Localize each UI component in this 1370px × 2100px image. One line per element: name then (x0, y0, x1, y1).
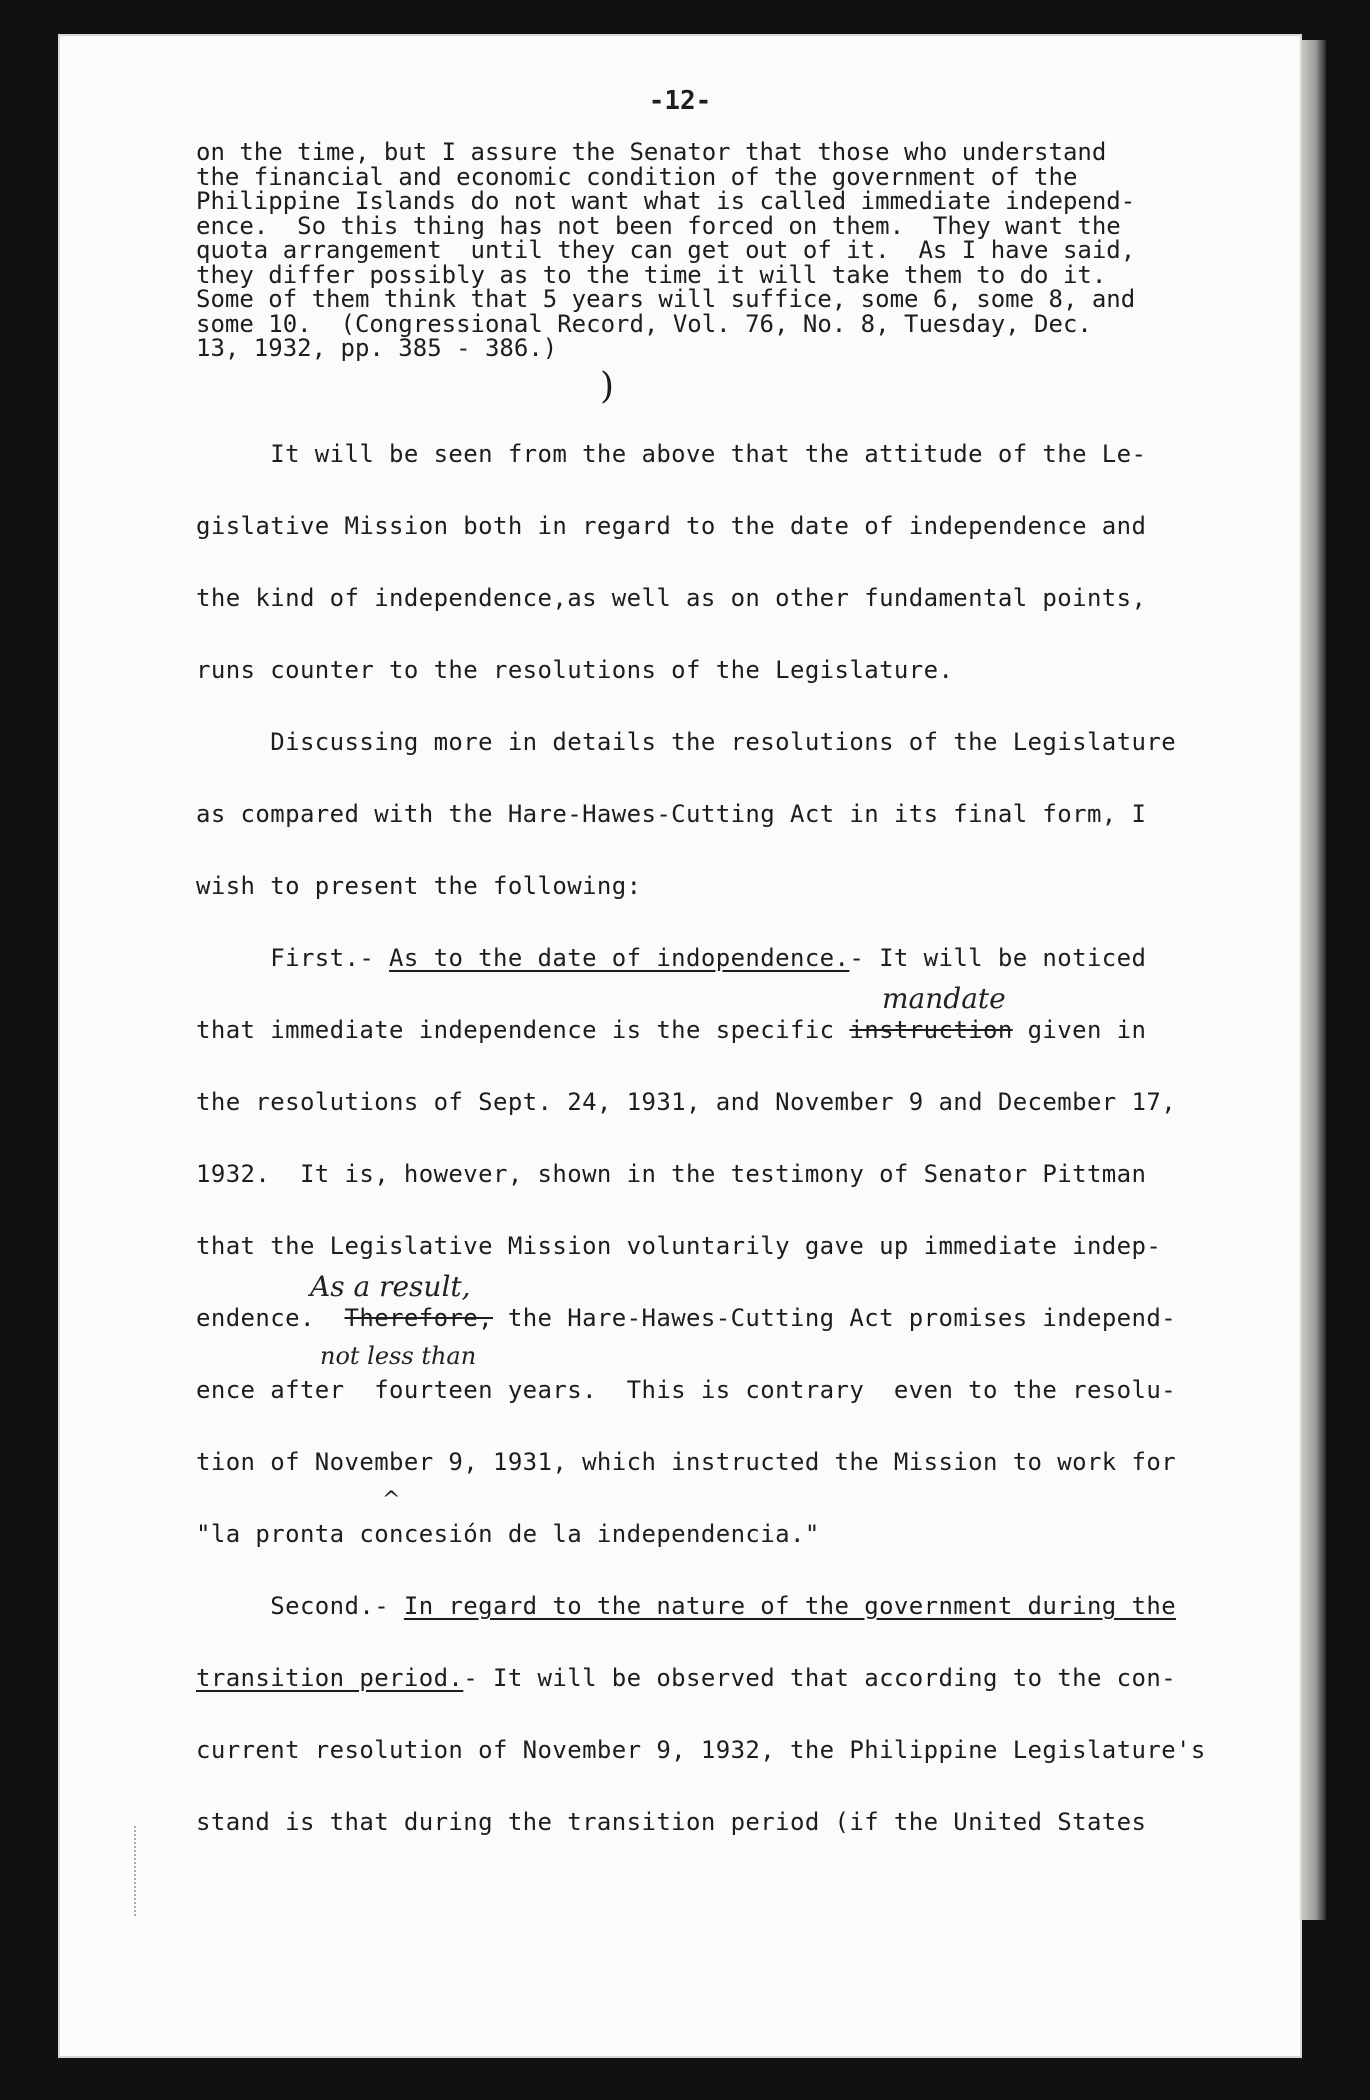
second-line: stand is that during the transition period (if the United States (196, 1808, 1147, 1836)
document-page (60, 36, 1300, 2056)
quote-line: the financial and economic condition of the government of the (196, 162, 1078, 191)
first-label: First.- (196, 944, 390, 972)
first-line: 1932. It is, however, shown in the testimony of Senator Pittman (196, 1160, 1147, 1188)
second-heading: In regard to the nature of the government during the (403, 1592, 1177, 1620)
second-heading-cont: transition period. (196, 1664, 464, 1692)
handwritten-bracket: ) (600, 366, 615, 407)
margin-dots (134, 1826, 138, 1916)
first-line: that the Legislative Mission voluntarily gave up immediate indep- (196, 1232, 1162, 1260)
page-number: -12- (648, 86, 712, 116)
first-heading: As to the date of indopendence. (389, 944, 850, 972)
first-tail: - It will be noticed (849, 944, 1147, 972)
page-edge (1300, 40, 1326, 1920)
quote-line: Some of them think that 5 years will suffice, some 6, some 8, and (196, 285, 1136, 313)
struck-word: instruction (849, 1016, 1013, 1044)
first-line: endence. Therefore, the Hare-Hawes-Cutting Act promises independ- (196, 1304, 1177, 1332)
para2-line: wish to present the following: (196, 872, 642, 900)
quote-line: ence. So this thing has not been forced on them. They want the (196, 211, 1121, 240)
first-heading-line (196, 944, 1246, 972)
quote-line: some 10. (Congressional Record, Vol. 76, No. 8, Tuesday, Dec. (196, 309, 1092, 338)
insertion-caret: ^ (382, 1488, 401, 1513)
quote-line: they differ possibly as to the time it will take them to do it. (196, 260, 1107, 289)
para2-line: Discussing more in details the resolutions of the Legislature (196, 728, 1177, 756)
first-line: that immediate independence is the specific instruction given in (196, 1016, 1147, 1044)
second-line (196, 1664, 1246, 1692)
quote-line: 13, 1932, pp. 385 - 386.) (196, 334, 558, 362)
first-line: the resolutions of Sept. 24, 1931, and November 9 and December 17, (196, 1088, 1177, 1116)
quote-line: Philippine Islands do not want what is called immediate independ- (196, 187, 1136, 215)
second-heading-line (196, 1592, 1246, 1620)
para1-line: the kind of independence,as well as on other fundamental points, (196, 584, 1147, 612)
first-line: ence after fourteen years. This is contrary even to the resolu- (196, 1376, 1177, 1404)
struck-word: Therefore, (344, 1304, 493, 1332)
para1-line: It will be seen from the above that the attitude of the Le- (196, 440, 1147, 468)
handwritten-not-less-than: not less than (320, 1342, 477, 1370)
second-tail: - It will be observed that according to the con- (463, 1664, 1177, 1692)
quoted-testimony (196, 140, 1206, 361)
second-label: Second.- (196, 1592, 404, 1620)
handwritten-as-a-result: As a result, (310, 1270, 471, 1303)
quote-line: quota arrangement until they can get out of it. As I have said, (196, 236, 1136, 264)
first-line: tion of November 9, 1931, which instructed the Mission to work for (196, 1448, 1177, 1476)
quote-line: on the time, but I assure the Senator that those who understand (196, 138, 1107, 166)
para1-line: runs counter to the resolutions of the Legislature. (196, 656, 954, 684)
second-line: current resolution of November 9, 1932, the Philippine Legislature's (196, 1736, 1206, 1764)
handwritten-mandate: mandate (882, 982, 1006, 1015)
para1-line: gislative Mission both in regard to the date of independence and (196, 512, 1147, 540)
para2-line: as compared with the Hare-Hawes-Cutting Act in its final form, I (196, 800, 1147, 828)
first-line: "la pronta concesión de la independencia." (196, 1520, 820, 1548)
